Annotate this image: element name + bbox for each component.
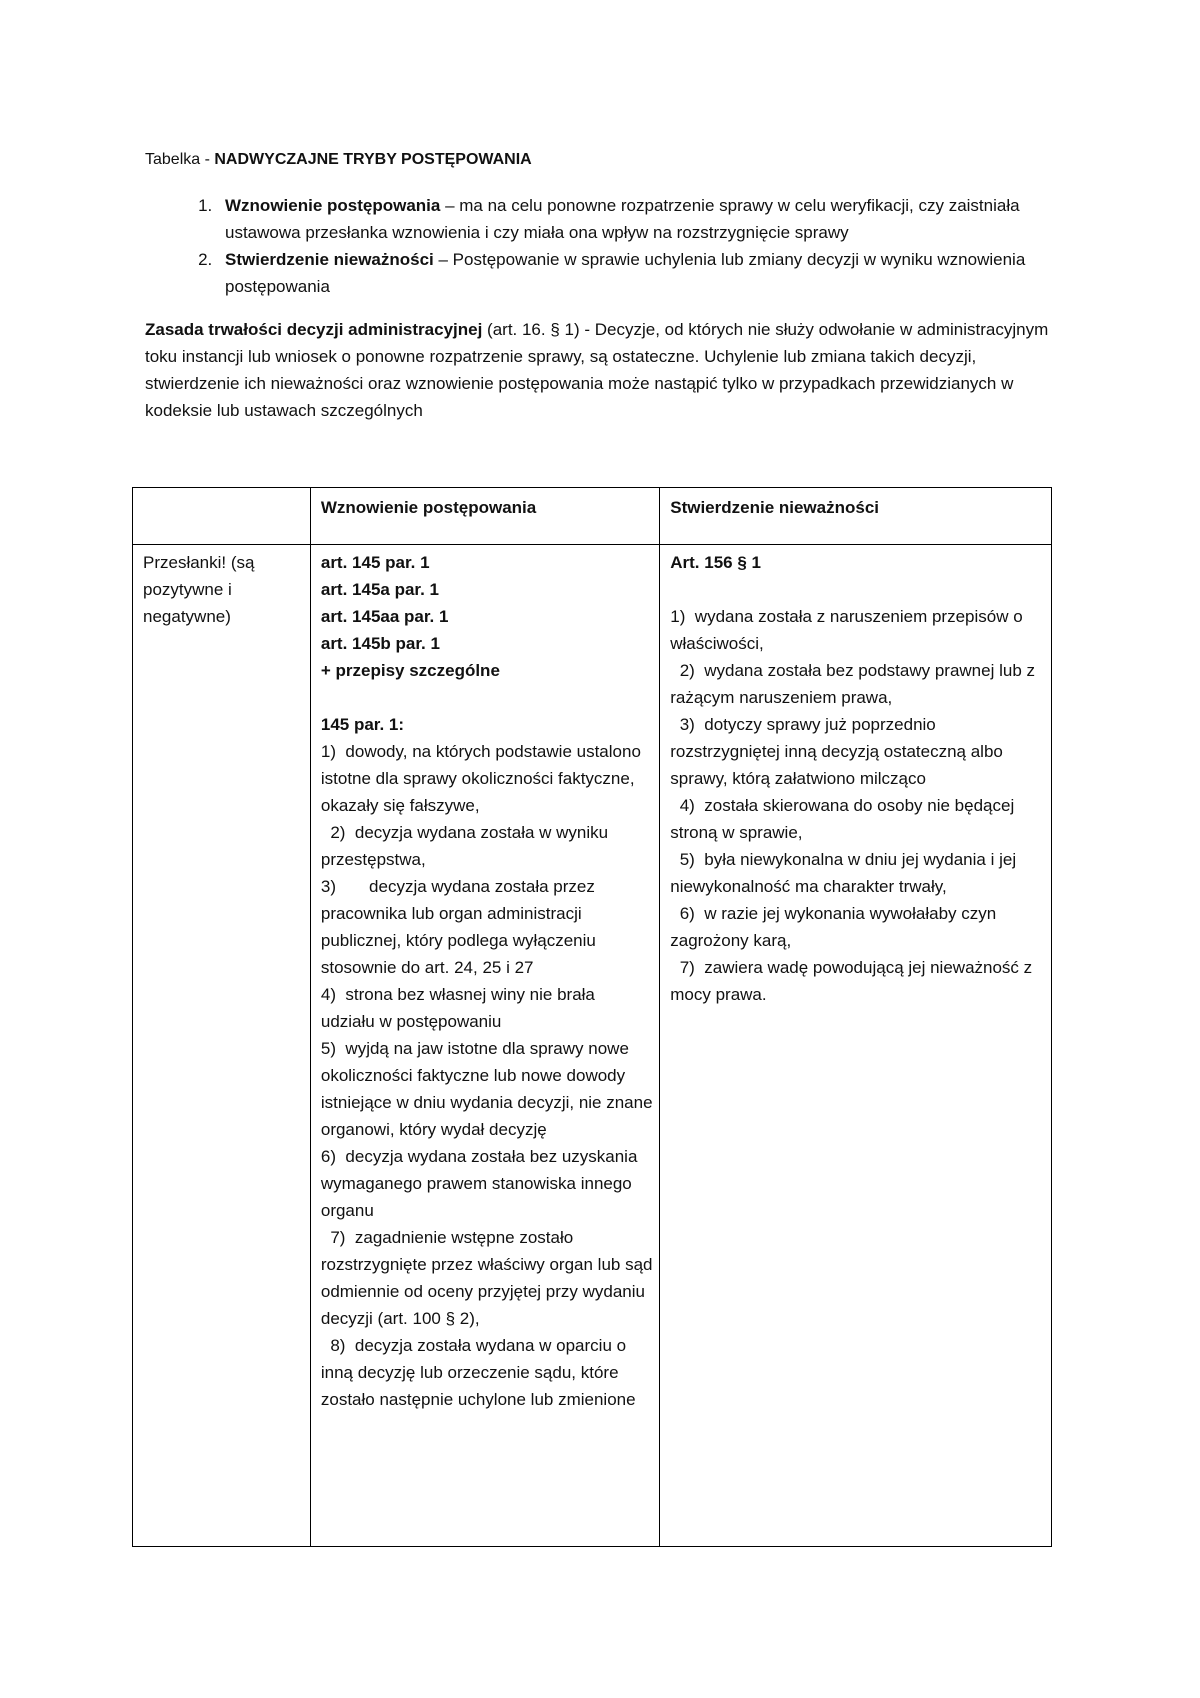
title-main: NADWYCZAJNE TRYBY POSTĘPOWANIA xyxy=(214,151,532,168)
list-item xyxy=(217,246,1055,300)
renewal-refs xyxy=(320,549,658,1413)
modes-list xyxy=(145,192,1055,300)
ref-line: Art. 156 § 1 xyxy=(670,553,761,572)
comparison-table xyxy=(132,487,1052,1547)
ref-line: art. 145a par. 1 xyxy=(320,580,439,599)
header-cell-renewal: Wznowienie postępowania xyxy=(310,488,659,545)
nullity-cell xyxy=(660,545,1052,1547)
mode-desc: – ma na celu ponowne rozpatrzenie sprawy w celu weryfikacji, czy zaistniała ustawowa przesłanka wznowienia i czy miała ona wpływ na rozstrzygnięcie sprawy xyxy=(225,196,1020,242)
list-item: 6) decyzja wydana została bez uzyskania wymaganego prawem stanowiska innego organu xyxy=(320,1147,643,1220)
list-item: 4) została skierowana do osoby nie będącej stroną w sprawie, xyxy=(670,796,1019,842)
list-item: 5) wyjdą na jaw istotne dla sprawy nowe okoliczności faktyczne lub nowe dowody istniejące w dniu wydania decyzji, nie znane organowi, który wydał decyzję xyxy=(320,1039,658,1139)
list-item: 4) strona bez własnej winy nie brała udziału w postępowaniu xyxy=(320,985,600,1031)
list-item: 2) wydana została bez podstawy prawnej lub z rażącym naruszeniem prawa, xyxy=(670,661,1040,707)
page-title xyxy=(145,148,1055,172)
list-item: 2) decyzja wydana została w wyniku przestępstwa, xyxy=(320,823,613,869)
row-label-cell xyxy=(133,545,311,1547)
document-body xyxy=(145,148,1055,432)
principle-term: Zasada trwałości decyzji administracyjnej xyxy=(145,320,483,339)
list-item: 3) decyzja wydana została przez pracownika lub organ administracji publicznej, który podlega wyłączeniu stosownie do art. 24, 25 i 27 xyxy=(320,877,601,977)
list-item: 1) wydana została z naruszeniem przepisów o właściwości, xyxy=(670,607,1028,653)
renewal-cell xyxy=(310,545,659,1547)
principle-paragraph xyxy=(145,316,1055,424)
principle-text: (art. 16. § 1) - Decyzje, od których nie służy odwołanie w administracyjnym toku instancji lub wniosek o ponowne rozpatrzenie sprawy, są ostateczne. Uchylenie lub zmiana takich decyzji, stwierdzenie ich nieważności oraz wznowienie postępowania może nastąpić tylko w przypadkach przewidzianych w kodeksie lub ustawach szczególnych xyxy=(145,320,1049,420)
ref-line: art. 145 par. 1 xyxy=(320,553,430,572)
list-item: 5) była niewykonalna w dniu jej wydania i jej niewykonalność ma charakter trwały, xyxy=(670,850,1021,896)
list-item: 3) dotyczy sprawy już poprzednio rozstrzygniętej inną decyzją ostateczną albo sprawy, którą załatwiono milcząco xyxy=(670,715,1008,788)
mode-term: Stwierdzenie nieważności xyxy=(225,250,434,269)
row-label: Przesłanki! (są pozytywne i negatywne) xyxy=(143,553,255,626)
ref-line: art. 145b par. 1 xyxy=(320,634,440,653)
list-item: 8) decyzja została wydana w oparciu o inną decyzję lub orzeczenie sądu, które zostało następnie uchylone lub zmienione xyxy=(320,1336,636,1409)
title-prefix: Tabelka - xyxy=(145,151,215,168)
table-row xyxy=(133,545,1052,1547)
list-item: 6) w razie jej wykonania wywołałaby czyn zagrożony karą, xyxy=(670,904,1001,950)
table-header-row xyxy=(133,488,1052,545)
list-item: 7) zawiera wadę powodującą jej nieważność z mocy prawa. xyxy=(670,958,1037,1004)
header-cell-empty xyxy=(133,488,311,545)
header-cell-nullity: Stwierdzenie nieważności xyxy=(660,488,1052,545)
mode-desc: – Postępowanie w sprawie uchylenia lub zmiany decyzji w wyniku wznowienia postępowania xyxy=(225,250,1026,296)
list-item xyxy=(217,192,1055,246)
nullity-list xyxy=(670,549,1045,1008)
ref-line: + przepisy szczególne xyxy=(320,661,500,680)
list-item: 1) dowody, na których podstawie ustalono istotne dla sprawy okoliczności faktyczne, okazały się fałszywe, xyxy=(320,742,646,815)
ref-line: art. 145aa par. 1 xyxy=(320,607,449,626)
list-item: 7) zagadnienie wstępne zostało rozstrzygnięte przez właściwy organ lub sąd odmiennie od oceny przyjętej przy wydaniu decyzji (art. 100 § 2), xyxy=(320,1228,658,1328)
mode-term: Wznowienie postępowania xyxy=(225,196,441,215)
subhead: 145 par. 1: xyxy=(320,715,405,734)
